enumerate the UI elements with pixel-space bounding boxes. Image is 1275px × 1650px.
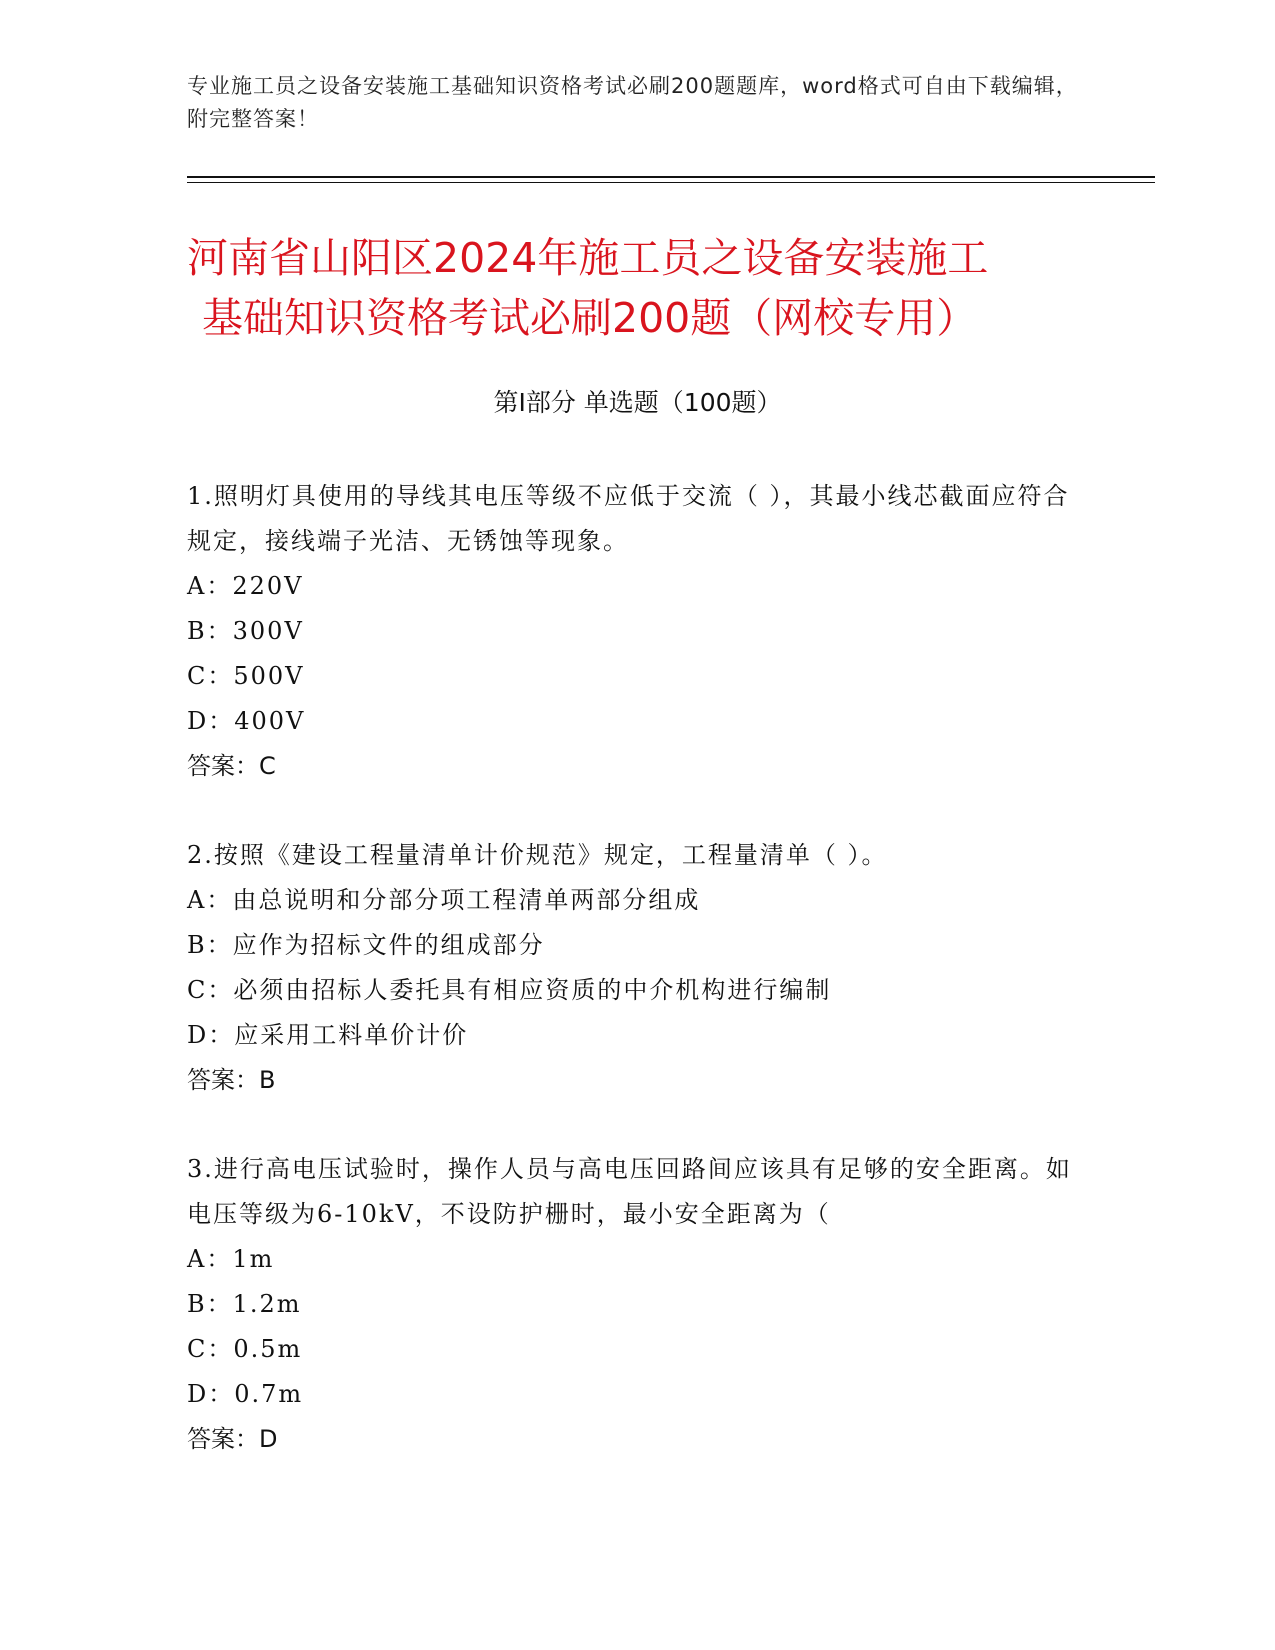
option-a: A：220V <box>187 572 304 600</box>
question-stem: 3.进行高电压试验时，操作人员与高电压回路间应该具有足够的安全距离。如电压等级为6-10kV，不设防护栅时，最小安全距离为（ <box>187 1155 1072 1228</box>
header-rule-thin <box>187 182 1155 183</box>
question-stem: 2.按照《建设工程量清单计价规范》规定，工程量清单（ ）。 <box>187 841 888 869</box>
option-d: D：0.7m <box>187 1380 304 1408</box>
document-title-line-1: 河南省山阳区2024年施工员之设备安装施工 <box>187 234 989 282</box>
option-c: C：500V <box>187 662 305 690</box>
section-title: 第I部分 单选题（100题） <box>493 388 782 417</box>
answer: 答案：C <box>187 752 276 780</box>
option-a: A：由总说明和分部分项工程清单两部分组成 <box>187 886 701 914</box>
question-stem: 1.照明灯具使用的导线其电压等级不应低于交流（ ），其最小线芯截面应符合规定，接线端子光洁、无锈蚀等现象。 <box>187 482 1070 555</box>
option-c: C：0.5m <box>187 1335 303 1363</box>
option-b: B：应作为招标文件的组成部分 <box>187 931 545 959</box>
answer: 答案：D <box>187 1425 278 1453</box>
option-d: D：应采用工料单价计价 <box>187 1021 469 1049</box>
question-3 <box>187 1147 1087 1462</box>
question-1 <box>187 474 1087 789</box>
document-title-line-2: 基础知识资格考试必刷200题（网校专用） <box>202 294 978 342</box>
option-c: C：必须由招标人委托具有相应资质的中介机构进行编制 <box>187 976 832 1004</box>
header-rule-thick <box>187 176 1155 178</box>
question-list <box>187 474 1087 1506</box>
option-b: B：300V <box>187 617 304 645</box>
header-note: 专业施工员之设备安装施工基础知识资格考试必刷200题题库，word格式可自由下载编辑，附完整答案！ <box>187 74 1078 131</box>
document-title <box>187 228 1117 348</box>
answer: 答案：B <box>187 1066 276 1094</box>
question-2 <box>187 833 1087 1103</box>
option-a: A：1m <box>187 1245 275 1273</box>
option-b: B：1.2m <box>187 1290 302 1318</box>
option-d: D：400V <box>187 707 306 735</box>
